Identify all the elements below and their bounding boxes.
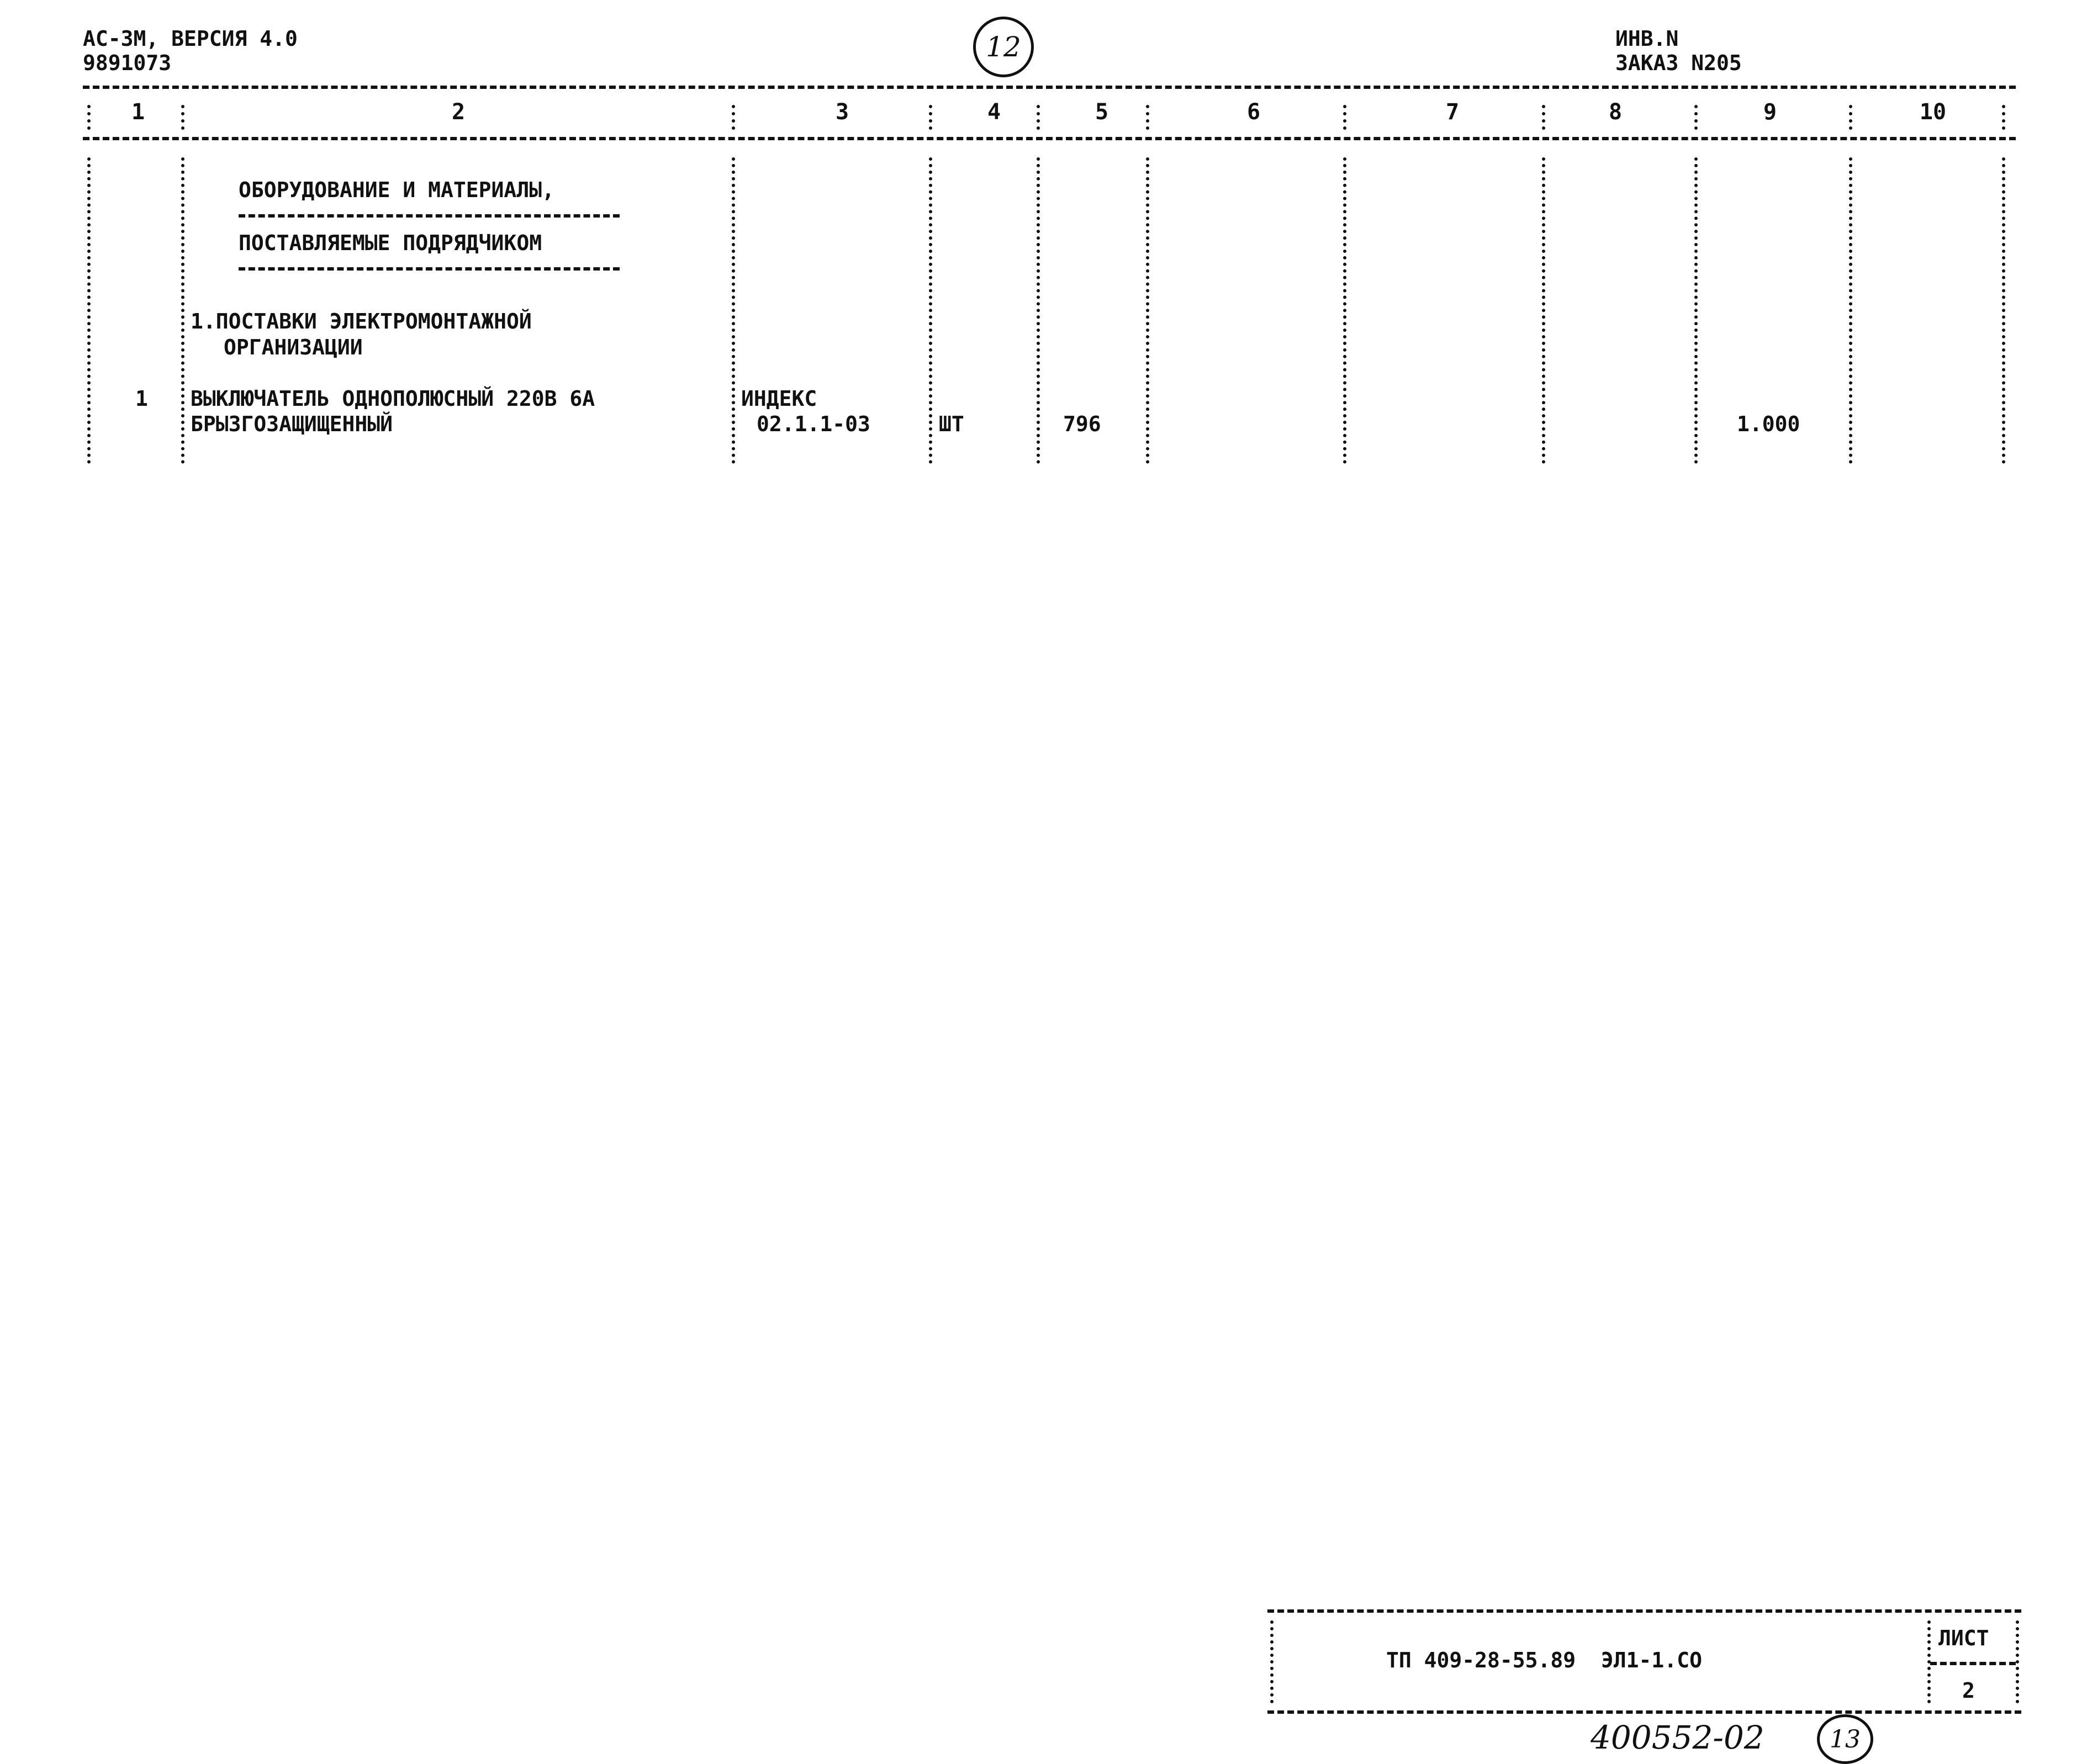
section-title-line2: ПОСТАВЛЯЕМЫЕ ПОДРЯДЧИКОМ [239, 231, 542, 255]
stamp-left-border [1270, 1620, 1274, 1703]
col-header-3: 3 [835, 99, 849, 125]
body-sep-10 [2002, 157, 2005, 464]
item-code-line1: ИНДЕКС [741, 386, 817, 411]
col-header-6: 6 [1246, 99, 1261, 125]
col-header-5: 5 [1095, 99, 1109, 125]
col-header-2: 2 [451, 99, 466, 125]
col-header-8: 8 [1608, 99, 1623, 125]
table-top-rule [83, 86, 2016, 89]
col-header-1: 1 [131, 99, 145, 125]
order-number: ЗАКАЗ N205 [1615, 51, 1742, 75]
stamp-designation: ТП 409-28-55.89 ЭЛ1-1.СО [1386, 1648, 1702, 1672]
stamp-top-rule [1267, 1609, 2021, 1613]
body-sep-4 [1037, 157, 1040, 464]
col-sep-7 [1542, 105, 1545, 130]
stamp-sheet-label: ЛИСТ [1938, 1626, 1989, 1650]
group-title-line1: 1.ПОСТАВКИ ЭЛЕКТРОМОНТАЖНОЙ [191, 309, 532, 333]
col-sep-4 [1037, 105, 1040, 130]
item-unit-code: 796 [1063, 412, 1101, 436]
col-sep-8 [1694, 105, 1698, 130]
page-mark-circle [973, 17, 1034, 77]
item-name-line1: ВЫКЛЮЧАТЕЛЬ ОДНОПОЛЮСНЫЙ 220В 6А [191, 386, 595, 411]
body-sep-9 [1849, 157, 1852, 464]
row-number: 1 [135, 386, 148, 411]
item-code-line2: 02.1.1-03 [757, 412, 870, 436]
table-header-rule [83, 137, 2016, 140]
system-version: АС-3М, ВЕРСИЯ 4.0 [83, 27, 298, 51]
body-sep-6 [1343, 157, 1346, 464]
document-number: 9891073 [83, 51, 172, 75]
stamp-right-border [2016, 1620, 2019, 1703]
page-mark-bottom: 13 [1830, 1725, 1861, 1754]
col-header-4: 4 [987, 99, 1001, 125]
col-sep-0 [87, 105, 91, 130]
col-sep-5 [1146, 105, 1149, 130]
page-mark-top: 12 [986, 31, 1021, 63]
col-sep-10 [2002, 105, 2005, 130]
col-sep-3 [929, 105, 932, 130]
item-name-line2: БРЫЗГОЗАЩИЩЕННЫЙ [191, 412, 393, 436]
body-sep-8 [1694, 157, 1698, 464]
col-sep-9 [1849, 105, 1852, 130]
item-quantity: 1.000 [1737, 412, 1800, 436]
body-sep-7 [1542, 157, 1545, 464]
bottom-page-mark-circle [1817, 1714, 1873, 1764]
stamp-sheet-number: 2 [1962, 1678, 1975, 1703]
col-header-9: 9 [1763, 99, 1777, 125]
archive-number: 400552-02 [1591, 1719, 1764, 1756]
section-title-line1: ОБОРУДОВАНИЕ И МАТЕРИАЛЫ, [239, 178, 554, 202]
group-title-line2: ОРГАНИЗАЦИИ [224, 335, 363, 359]
body-sep-1 [181, 157, 184, 464]
body-sep-0 [87, 157, 91, 464]
section-title-underline1 [239, 214, 620, 218]
col-header-10: 10 [1919, 99, 1947, 125]
inventory-label: ИНВ.N [1615, 27, 1679, 51]
body-sep-2 [732, 157, 735, 464]
body-sep-5 [1146, 157, 1149, 464]
stamp-bottom-rule [1267, 1710, 2021, 1714]
col-sep-1 [181, 105, 184, 130]
item-unit: ШТ [939, 412, 964, 436]
body-sep-3 [929, 157, 932, 464]
col-header-7: 7 [1445, 99, 1460, 125]
col-sep-2 [732, 105, 735, 130]
stamp-sheet-rule [1930, 1662, 2016, 1665]
col-sep-6 [1343, 105, 1346, 130]
section-title-underline2 [239, 267, 620, 271]
